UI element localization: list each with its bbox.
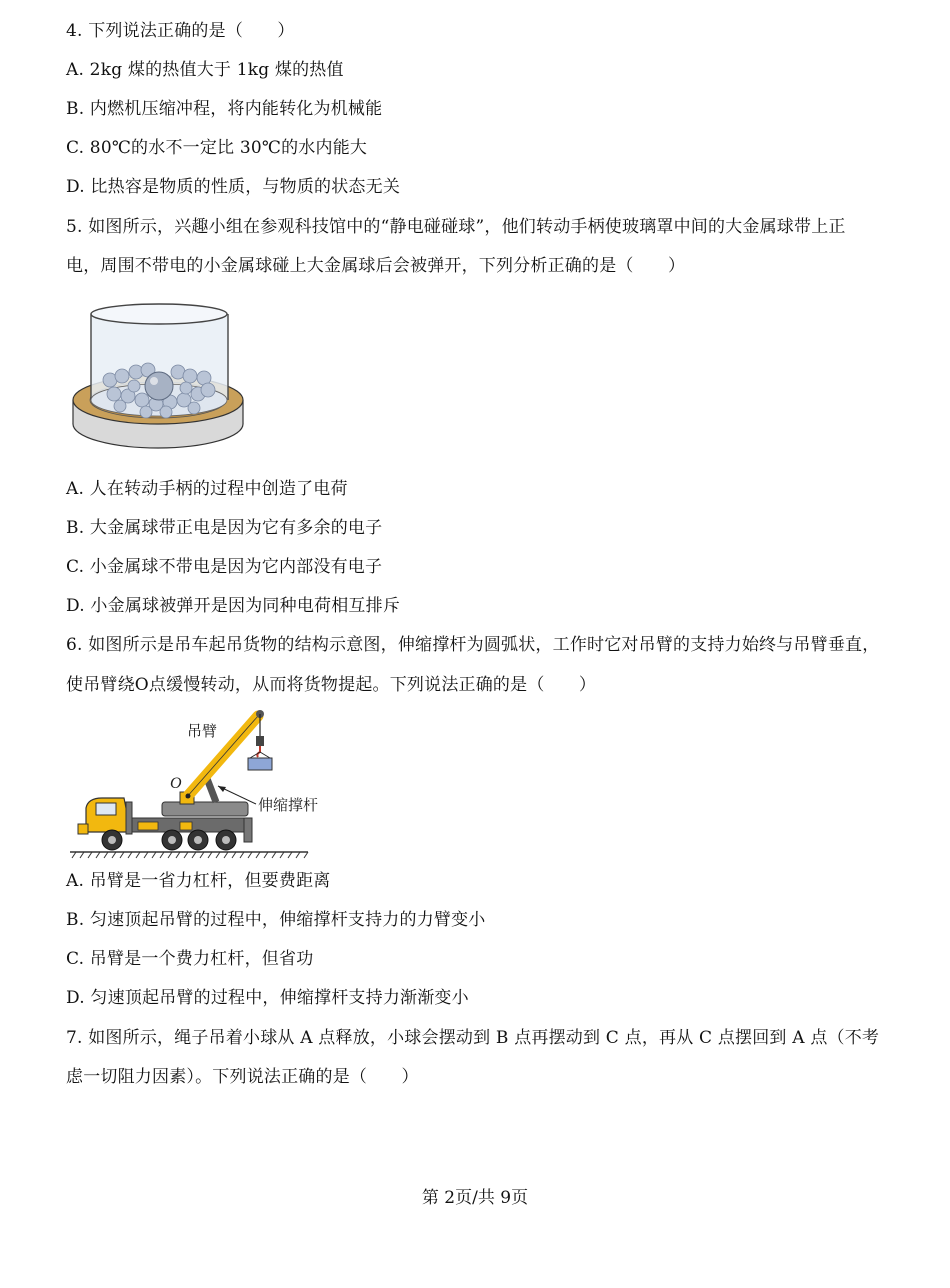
q4-option-a: A. 2kg 煤的热值大于 1kg 煤的热值 (66, 60, 344, 80)
crane-figure (68, 706, 348, 862)
q6-stem-line1: 6. 如图所示是吊车起吊货物的结构示意图，伸缩撑杆为圆弧状，工作时它对吊臂的支持力始终与吊臂垂直， (66, 635, 880, 655)
q4-stem: 4. 下列说法正确的是（ ） (66, 21, 295, 41)
crane-pivot-label: O (170, 775, 182, 792)
crane-boom-label: 吊臂 (187, 722, 218, 740)
q4-option-d: D. 比热容是物质的性质，与物质的状态无关 (66, 177, 401, 197)
q6-option-d: D. 匀速顶起吊臂的过程中，伸缩撑杆支持力渐渐变小 (66, 988, 469, 1008)
q5-stem-line2: 电，周围不带电的小金属球碰上大金属球后会被弹开，下列分析正确的是（ ） (66, 256, 686, 276)
q4-option-c: C. 80℃的水不一定比 30℃的水内能大 (66, 138, 368, 158)
q4-option-b: B. 内燃机压缩冲程，将内能转化为机械能 (66, 99, 383, 119)
q7-stem-line2: 虑一切阻力因素）。下列说法正确的是（ ） (66, 1067, 419, 1087)
page-footer: 第 2页/共 9页 (421, 1188, 529, 1208)
q6-stem-line2: 使吊臂绕O点缓慢转动，从而将货物提起。下列说法正确的是（ ） (66, 675, 597, 695)
q5-option-c: C. 小金属球不带电是因为它内部没有电子 (66, 557, 383, 577)
q5-option-b: B. 大金属球带正电是因为它有多余的电子 (66, 518, 383, 538)
q6-option-c: C. 吊臂是一个费力杠杆，但省功 (66, 949, 314, 969)
electrostatic-ball-figure (70, 296, 250, 456)
q6-option-b: B. 匀速顶起吊臂的过程中，伸缩撑杆支持力的力臂变小 (66, 910, 486, 930)
q5-option-a: A. 人在转动手柄的过程中创造了电荷 (66, 479, 348, 499)
q6-option-a: A. 吊臂是一省力杠杆，但要费距离 (66, 871, 331, 891)
q5-option-d: D. 小金属球被弹开是因为同种电荷相互排斥 (66, 596, 401, 616)
crane-strut-label: 伸缩撑杆 (258, 796, 319, 814)
q5-stem-line1: 5. 如图所示，兴趣小组在参观科技馆中的“静电碰碰球”，他们转动手柄使玻璃罩中间的大金属球带上正 (66, 217, 846, 237)
q7-stem-line1: 7. 如图所示，绳子吊着小球从 A 点释放，小球会摆动到 B 点再摆动到 C 点，再从 C 点摆回到 A 点（不考 (66, 1028, 880, 1048)
